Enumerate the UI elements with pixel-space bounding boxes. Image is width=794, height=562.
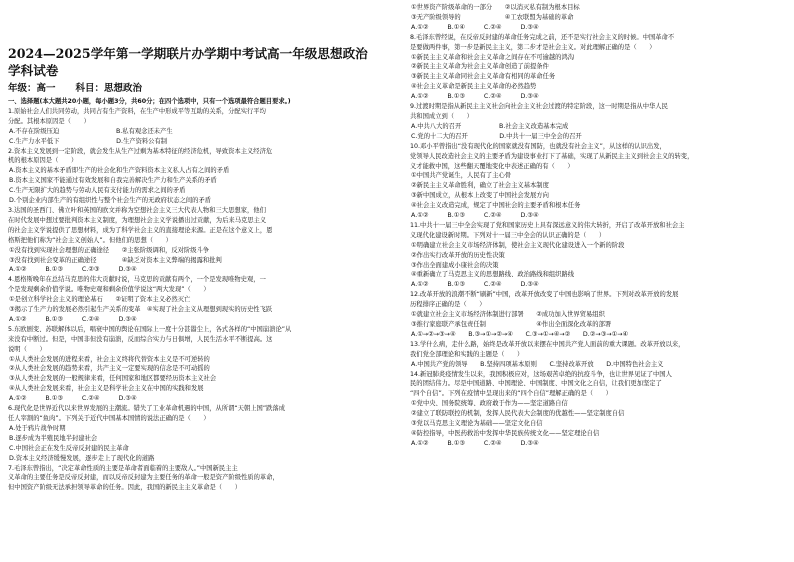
- option-line: ③新民主主义革命同社会主义革命有相同的革命任务: [411, 73, 556, 81]
- question-text-line: 12.改革开放的浪潮不断“刷新”中国，改革开放改变了中国也影响了世界。下列对改革开放的发展: [410, 291, 679, 299]
- option-line: ①从人类社会发展的进程来看，社会主义终将代替资本主义是不可逆转的: [9, 355, 210, 363]
- right-column: [410, 0, 782, 449]
- option-line: A.处于鸦片战争时期: [9, 424, 66, 432]
- option-line: D.个别企业内部生产的有组织性与整个社会生产的无政府状态之间的矛盾: [9, 197, 212, 205]
- option-line: C.党的十二大的召开 D.中共十一届三中全会的召开: [411, 132, 582, 140]
- option-line: ③新中国成立，从根本上改变了中国社会发展方向: [411, 192, 549, 200]
- option-line: ④社会主义改造完成，规定了中国社会的主要矛盾和根本任务: [411, 202, 581, 210]
- question-text-line: 14.新冠肺炎疫情发生以来，我国积极应对，这场艰苦卓绝的抗疫斗争，也让世界见证了中国人: [410, 370, 672, 378]
- subject-label: 科目：思想政治: [75, 83, 143, 94]
- question-text-line: 是要做两件事，第一步是新民主主义，第二步才是社会主义。对此理解正确的是（ ）: [410, 43, 656, 51]
- question-text-line: 2.资本主义发展到一定阶段，就会发生从生产过剩为基本特征的经济危机，导致资本主义经济危: [8, 147, 273, 155]
- question-text-line: 7.毛泽东曾指出，“决定革命性质的主要是革命者面临着的主要敌人。”中国新民主主: [8, 464, 238, 472]
- option-line: ②从人类社会发展的趋势来看，共产主义一定要实现的信念是不可动摇的: [9, 365, 210, 373]
- question-text-line: 13.学什么病，走什么路，始终是改革开放以来摆在中国共产党人面前的重大课题。改革开放以来，: [410, 340, 685, 348]
- option-line: ③没有找到社会变革的正确途径 ④缺乏对资本主义弊端的揭露和批判: [9, 256, 222, 264]
- option-line: A.不存在阶级压迫 B.私有观念还未产生: [9, 127, 173, 135]
- question-text-line: 的社会主义学说提供了思想材料，成为了科学社会主义的直接理论来源。正是在这个意义上，恩: [8, 226, 273, 234]
- question-text-line: 10.邓小平曾指出“没有现代化的国家就没有国防，也就没有社会主义”，从这样的认识出发，: [410, 142, 666, 150]
- option-line: A.①② B.①③ C.②④ D.③④: [411, 212, 539, 220]
- option-line: A.①② B.①③ C.②④ D.③④: [411, 93, 539, 101]
- question-text-line: 义革命的主要任务是反帝反封建，而以反帝反封建为主要任务的革命一般是资产阶级性质的革命，: [8, 474, 279, 482]
- exam-title: [8, 45, 380, 79]
- option-line: ④重新确立了马克思主义的思想路线、政治路线和组织路线: [411, 271, 575, 279]
- option-line: ②新民主主义革命为社会主义革命创造了前提条件: [411, 63, 549, 71]
- option-line: ③揭示了生产力的发展必然引起生产关系的变革 ④实现了社会主义从理想到现实的历史性飞跃: [9, 306, 273, 314]
- option-line: ①中国共产党诞生，人民有了主心骨: [411, 172, 512, 180]
- question-text-line: 9.过渡时期是指从新民主主义社会向社会主义社会过渡的特定阶段，这一时期是指从中华人民: [410, 103, 668, 111]
- question-text-line: 4.恩格斯晚年在总结马克思的伟大贡献时说，马克思的贡献有两个，一个是发现唯物史观，一: [8, 276, 266, 284]
- question-text-line: 义才能救中国，这些翻天覆地变化中表述正确的有（ ）: [410, 162, 574, 170]
- option-line: A.①② B.①③ C.②④ D.③④: [9, 315, 137, 323]
- question-text-line: 民的团结伟力。尽是中国道路、中国理论、中国制度、中国文化之自信，让我们更加坚定了: [410, 380, 662, 388]
- left-column: [8, 0, 380, 493]
- option-line: ③从人类社会发展的一般规律来看，任何国家和地区都要经历资本主义社会: [9, 375, 217, 383]
- option-line: ②新民主主义革命胜利，确立了社会主义基本制度: [411, 182, 549, 190]
- question-text-line: 历程排序正确的是（ ）: [410, 301, 486, 309]
- option-line: ③作出全面建成小康社会的决策: [411, 261, 499, 269]
- option-line: A.①② B.①③ C.②④ D.③④: [411, 281, 539, 289]
- question-text-line: 分配。其根本原因是（ ）: [8, 117, 90, 125]
- question-text-line: 在时代发展中想过要批判资本主义制度，为理想社会主义学说播出过贡献，为后来马克思主义: [8, 216, 267, 224]
- option-line: ③无产阶级领导的 ④工农联盟为基础的革命: [411, 13, 574, 21]
- question-text-line: 8.毛泽东曾经说，在反帝反封建的革命任务完成之前，还不是实行社会主义的时候。中国革命不: [410, 33, 675, 41]
- question-text-line: 3.达国的圣西门、佛立叶和英国的欧文并称为空想社会主义三大代表人物和三大思想家，他们: [8, 206, 266, 214]
- option-line: A.中国共产党的领导 B.坚持四项基本原则 C.坚持改革开放 D.中国特色社会主义: [411, 360, 664, 368]
- question-text-line: 格斯把他们称为“社会主义创始人”。但他们的思想（ ）: [8, 236, 172, 244]
- option-line: A.中共八大的召开 B.社会主义改造基本完成: [411, 122, 569, 130]
- left-question-list: [8, 107, 380, 493]
- question-text-line: 说明（ ）: [8, 345, 46, 353]
- option-line: ①世界资产阶级革命的一部分 ②以消灭私有制为根本目标: [411, 4, 580, 11]
- option-line: C.中国社会正在发生反帝反封建的民主革命: [9, 444, 129, 452]
- option-line: A.①② B.①③ C.②④ D.③④: [9, 395, 137, 403]
- right-question-list: [410, 3, 782, 449]
- option-line: ②作出实行改革开放的历史性决策: [411, 251, 505, 259]
- question-text-line: “四个自信”。下列在疫情中呈现出来的“四个自信”理解正确的是（ ）: [410, 390, 612, 398]
- option-line: ①党中央、国务院统筹、政府敢于作为——坚定道路自信: [411, 400, 568, 408]
- option-line: A.①② B.①③ C.②③ D.③④: [9, 266, 137, 274]
- question-text-line: 1.原始社会人们共同劳动，共同占有生产资料，在生产中形成平等互助的关系，分配实行平均: [8, 107, 266, 115]
- option-line: ③推行家庭联产承包责任制 ④作出全面深化改革的部署: [411, 321, 612, 328]
- option-line: A.①② B.①④ C.②④ D.③④: [411, 23, 539, 31]
- option-line: C.生产力水平低下 D.生产资料公有制: [9, 137, 168, 145]
- exam-title-line2: 学科试卷: [8, 63, 59, 78]
- option-line: C.生产无限扩大的趋势与劳动人民有支付能力的需求之间的矛盾: [9, 187, 186, 195]
- question-text-line: 党领导人民改造社会主义的主要矛盾为建设事业打下了基础，实现了从新民主主义到社会主义的转变，: [410, 152, 694, 160]
- option-line: ①没有找到实现社会理想的正确途径 ②主张阶级调和，反对阶级斗争: [9, 246, 210, 254]
- option-line: ①是创立科学社会主义的理论基石 ②证明了资本主义必然灭亡: [9, 296, 191, 304]
- option-line: B.资本主义国家不能通过有效发展和自我完善解决生产力和生产关系的矛盾: [9, 177, 217, 185]
- section-heading: 一、选择题(本大题共20小题，每小题3分，共60分；在四个选项中，只有一个选项最符合题目要求。): [8, 98, 291, 105]
- question-text-line: 6.现代化是世界近代以来世界发展的主潮流。错失了工业革命机遇的中国，从所谓“天朝上国”跌落成: [8, 405, 286, 413]
- question-text-line: 但中国资产阶级无法承担领导革命的任务。因此，我国的新民主主义革命是（ ）: [8, 484, 241, 492]
- question-text-line: 我们党全部理论和实践的主题是（ ）: [410, 350, 524, 358]
- question-text-line: 5.东欧剧变、苏联解体以后，唱衰中国的舆论在国际上一度十分甚嚣尘上，各式各样的“中国崩溃论”从: [8, 325, 292, 333]
- option-line: ③党以马克思主义理论为基础——坚定文化自信: [411, 420, 543, 428]
- option-line: ①明确建立社会主义市场经济体制，使社会主义现代化建设进入一个新的阶段: [411, 241, 625, 249]
- question-text-line: 机的根本原因是（ ）: [8, 157, 78, 165]
- exam-meta: [8, 82, 380, 96]
- option-line: A.资本主义的基本矛盾即生产的社会化和生产资料资本主义私人占有之间的矛盾: [9, 167, 230, 175]
- option-line: A.①→②→③→④ B.③→①→②→④ C.③→①→④→② D.②→③→①→④: [411, 330, 629, 338]
- option-line: ②建立了联防联控的机制，发挥人民代表大会制度的优越性——坚定制度自信: [411, 410, 625, 418]
- option-line: D.资本主义经济缓慢发展，逐步走上了现代化的道路: [9, 454, 155, 462]
- exam-title-line1: 2024—2025学年第一学期联片办学期中考试高一年级思想政治: [8, 46, 368, 61]
- question-text-line: 任人宰割的“鱼肉”。下列关于近代中国基本国情的说法正确的是（ ）: [8, 415, 210, 422]
- option-line: ④防控指导，中医药救治中发挥中华民族传统文化——坚定理论自信: [411, 429, 600, 437]
- question-text-line: 义现代化建设新时期。下列对十一届三中全会的认识正确的是（ ）: [410, 231, 606, 239]
- grade-label: 年级：高一: [8, 83, 56, 94]
- option-line: ①就建立社会主义市场经济体制进行部署 ②成功加入世界贸易组织: [411, 311, 605, 319]
- option-line: ④社会主义革命是新民主主义革命的必然趋势: [411, 83, 537, 91]
- question-text-line: 个是发现剩余价值学说。唯物史观和剩余价值学说这“两大发现”（ ）: [8, 286, 210, 294]
- option-line: ①新民主主义革命和社会主义革命之间存在不可逾越的鸿沟: [411, 53, 575, 61]
- option-line: A.①② B.①③ C.②④ D.③④: [411, 439, 539, 447]
- question-text-line: 共和国成立到（ ）: [410, 112, 473, 120]
- option-line: ④从人类社会发展来看，社会主义是科学社会主义在中国的实践和发展: [9, 385, 204, 393]
- question-text-line: 11.中共十一届三中全会实现了党和国家历史上具有深远意义的伟大转折，开启了改革开放和社会主: [410, 221, 685, 229]
- option-line: B.逐步成为半殖民地半封建社会: [9, 434, 98, 442]
- question-text-line: 来没有中断过。但是，中国非但没有崩溃，反而综合实力与日俱增，人民生活水平不断提高。这: [8, 335, 273, 343]
